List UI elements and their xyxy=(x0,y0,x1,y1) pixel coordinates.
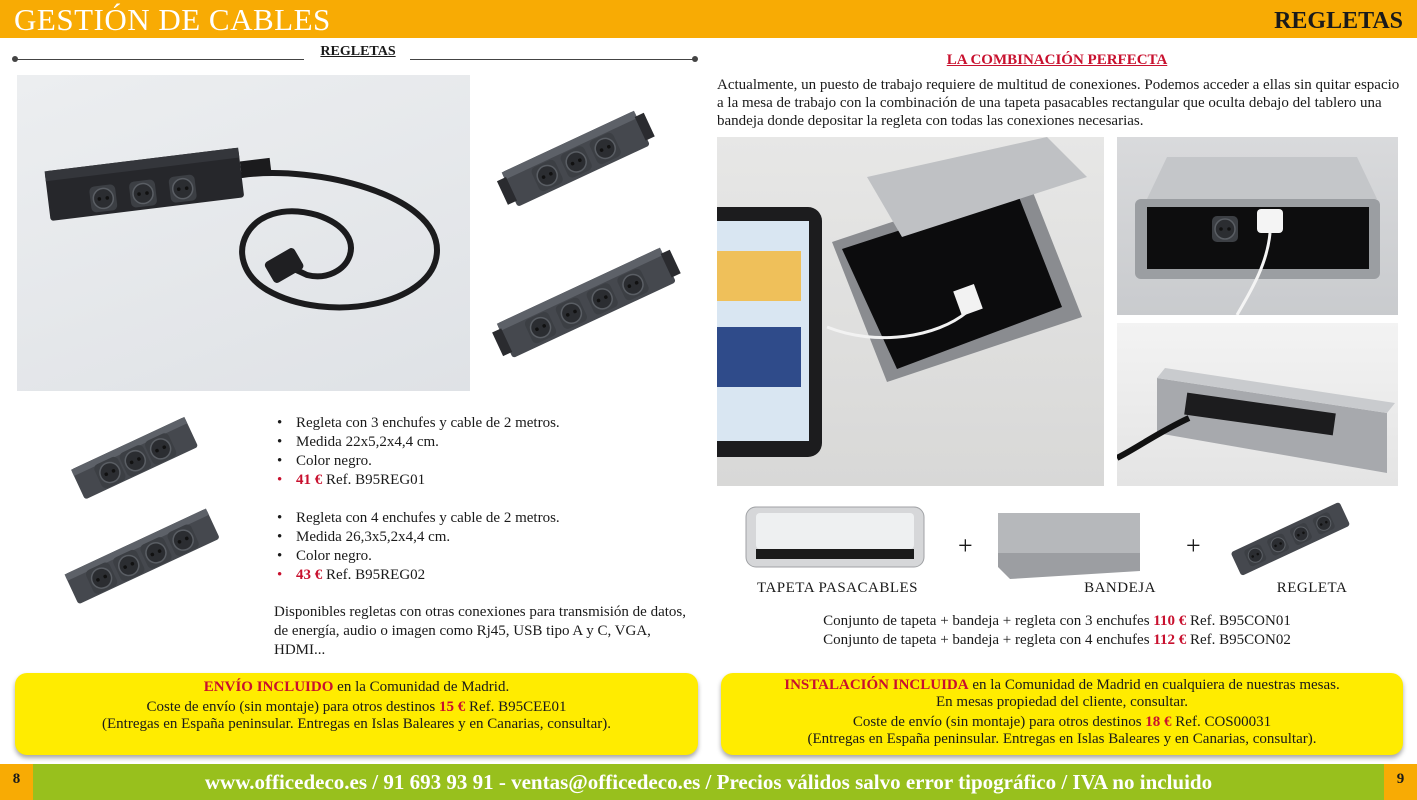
section-title-regletas: REGLETAS xyxy=(320,44,396,59)
shipping-notice xyxy=(15,673,698,755)
page-number-right: 9 xyxy=(1384,764,1417,800)
notice-text: en la Comunidad de Madrid. xyxy=(333,679,510,695)
notice-text: en la Comunidad de Madrid en cualquiera de nuestras mesas. xyxy=(968,677,1340,693)
availability-text: Disponibles regletas con otras conexiones para transmisión de datos, de energía, audio o imagen como Rj45, USB tipo A y C, VGA, HDMI... xyxy=(274,604,686,658)
power-strip-4-image xyxy=(488,240,684,365)
list-item: • Regleta con 4 enchufes y cable de 2 metros. xyxy=(274,509,684,528)
power-strip-3-image xyxy=(490,100,660,215)
list-item: • Regleta con 3 enchufes y cable de 2 metros. xyxy=(274,414,684,433)
product2-specs xyxy=(274,509,684,585)
list-item-price xyxy=(274,471,684,490)
sets-list xyxy=(717,612,1397,650)
power-strip-combo-image xyxy=(1226,498,1354,578)
reference: Ref. B95CON02 xyxy=(1189,632,1291,648)
notice-text: Coste de envío (sin montaje) para otros destinos xyxy=(852,714,1146,730)
desk-grommet-photo xyxy=(717,137,1104,486)
header-section-title: REGLETAS xyxy=(1274,8,1403,34)
set-text: Conjunto de tapeta + bandeja + regleta con 3 enchufes xyxy=(823,613,1150,629)
plus-sign: + xyxy=(958,531,973,560)
notice-text: En mesas propiedad del cliente, consultar. xyxy=(935,694,1188,710)
power-strip-photo xyxy=(17,75,470,391)
list-item xyxy=(717,631,1397,650)
notice-text: Ref. B95CEE01 xyxy=(465,699,567,715)
caption-bandeja: BANDEJA xyxy=(1084,580,1156,596)
list-item-price xyxy=(274,566,684,585)
notice-text: Coste de envío (sin montaje) para otros destinos xyxy=(146,699,439,715)
intro-text: Actualmente, un puesto de trabajo requiere de multitud de conexiones. Podemos acceder a ellas sin quitar espacio a la mesa de trabajo con la combinación de una tapeta pasacables rectangular que oculta debajo del tablero una bandeja donde depositar la regleta con todas las conexiones necesarias. xyxy=(717,77,1400,129)
price: 41 € xyxy=(296,472,323,488)
notice-text: (Entregas en España peninsular. Entregas en Islas Baleares y en Canarias, consultar). xyxy=(807,731,1317,747)
power-strip-3-small-image xyxy=(62,408,207,508)
caption-regleta: REGLETA xyxy=(1276,580,1348,596)
power-strip-4-small-image xyxy=(58,502,226,610)
section-title-combination: LA COMBINACIÓN PERFECTA xyxy=(946,52,1168,68)
open-grommet-photo xyxy=(1117,137,1398,315)
notice-highlight: ENVÍO INCLUIDO xyxy=(203,679,334,695)
plus-sign: + xyxy=(1186,531,1201,560)
reference: Ref. B95REG02 xyxy=(326,567,426,583)
tray-image xyxy=(990,505,1148,583)
list-item: • Color negro. xyxy=(274,452,684,471)
notice-text: (Entregas en España peninsular. Entregas en Islas Baleares y en Canarias, consultar). xyxy=(102,716,611,732)
price: 112 € xyxy=(1153,632,1187,648)
product1-specs xyxy=(274,414,684,490)
list-item: • Color negro. xyxy=(274,547,684,566)
list-item xyxy=(717,612,1397,631)
grommet-cover-image xyxy=(744,503,926,571)
price: 110 € xyxy=(1153,613,1187,629)
notice-highlight: INSTALACIÓN INCLUIDA xyxy=(784,677,969,693)
divider-dot xyxy=(692,56,698,62)
price: 43 € xyxy=(296,567,323,583)
header-title: GESTIÓN DE CABLES xyxy=(14,2,331,37)
divider-line xyxy=(16,59,304,60)
notice-text: Ref. COS00031 xyxy=(1171,714,1272,730)
tray-photo xyxy=(1117,323,1398,486)
page-number-left: 8 xyxy=(0,764,33,800)
list-item: • Medida 22x5,2x4,4 cm. xyxy=(274,433,684,452)
reference: Ref. B95REG01 xyxy=(326,472,426,488)
divider-line xyxy=(410,59,694,60)
list-item: • Medida 26,3x5,2x4,4 cm. xyxy=(274,528,684,547)
price: 18 € xyxy=(1145,714,1172,730)
caption-tapeta: TAPETA PASACABLES xyxy=(757,580,918,596)
set-text: Conjunto de tapeta + bandeja + regleta con 4 enchufes xyxy=(823,632,1150,648)
installation-notice xyxy=(721,673,1403,755)
footer-contact: www.officedeco.es / 91 693 93 91 - ventas@officedeco.es / Precios válidos salvo error tipográfico / IVA no incluido xyxy=(204,770,1213,794)
reference: Ref. B95CON01 xyxy=(1189,613,1291,629)
price: 15 € xyxy=(438,699,466,715)
